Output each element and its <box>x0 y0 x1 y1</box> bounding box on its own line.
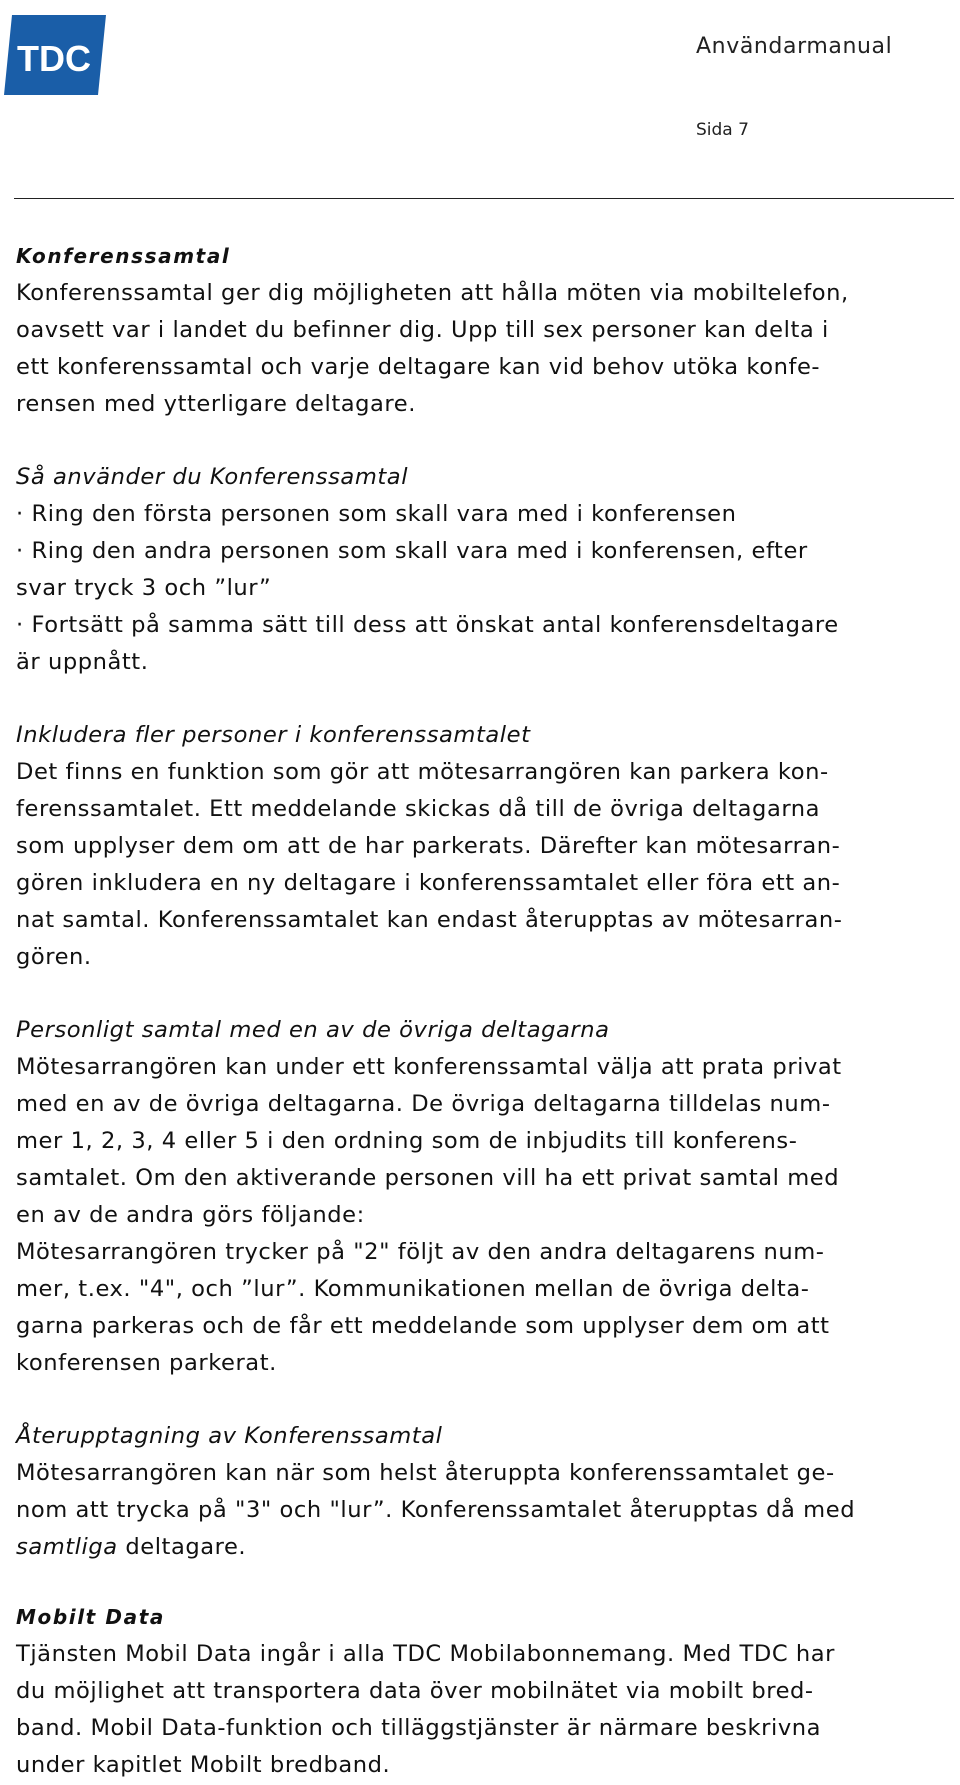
page-number: Sida 7 <box>696 120 749 140</box>
text-line: ett konferenssamtal och varje deltagare kan vid behov utöka konfe- <box>16 354 821 380</box>
text-line: är uppnått. <box>16 649 149 675</box>
header-divider <box>14 198 954 199</box>
text-line: gören. <box>16 944 92 970</box>
text-line: svar tryck 3 och ”lur” <box>16 575 272 601</box>
text-line: under kapitlet Mobilt bredband. <box>16 1752 391 1778</box>
text-line: med en av de övriga deltagarna. De övriga deltagarna tilldelas num- <box>16 1091 831 1117</box>
text-fragment: deltagare. <box>117 1534 247 1560</box>
section-heading: Personligt samtal med en av de övriga deltagarna <box>16 1017 610 1043</box>
list-item: · Ring den andra personen som skall vara med i konferensen, efter <box>16 538 808 564</box>
text-line: Det finns en funktion som gör att mötesarrangören kan parkera kon- <box>16 759 829 785</box>
text-line: oavsett var i landet du befinner dig. Upp till sex personer kan delta i <box>16 317 829 343</box>
logo-text: TDC <box>17 38 91 79</box>
text-line: en av de andra görs följande: <box>16 1202 365 1228</box>
text-line: du möjlighet att transportera data över mobilnätet via mobilt bred- <box>16 1678 814 1704</box>
text-line: Konferenssamtal ger dig möjligheten att hålla möten via mobiltelefon, <box>16 280 849 306</box>
text-line: nat samtal. Konferenssamtalet kan endast återupptas av mötesarran- <box>16 907 843 933</box>
emphasis-text: samtliga <box>16 1534 118 1560</box>
text-line: samtalet. Om den aktiverande personen vill ha ett privat samtal med <box>16 1165 840 1191</box>
text-line: Tjänsten Mobil Data ingår i alla TDC Mobilabonnemang. Med TDC har <box>16 1641 836 1667</box>
text-line: ferenssamtalet. Ett meddelande skickas då till de övriga deltagarna <box>16 796 821 822</box>
text-line: mer, t.ex. "4", och ”lur”. Kommunikationen mellan de övriga delta- <box>16 1276 810 1302</box>
list-item: · Fortsätt på samma sätt till dess att önskat antal konferensdeltagare <box>16 612 839 638</box>
text-line: band. Mobil Data-funktion och tilläggstjänster är närmare beskrivna <box>16 1715 822 1741</box>
text-line: rensen med ytterligare deltagare. <box>16 391 416 417</box>
section-heading: Så använder du Konferenssamtal <box>16 464 409 490</box>
text-line: Mötesarrangören trycker på "2" följt av den andra deltagarens num- <box>16 1239 825 1265</box>
section-heading: Mobilt Data <box>16 1605 165 1629</box>
section-heading: Inkludera fler personer i konferenssamtalet <box>16 722 531 748</box>
text-line: som upplyser dem om att de har parkerats. Därefter kan mötesarran- <box>16 833 841 859</box>
text-line: Mötesarrangören kan när som helst återuppta konferenssamtalet ge- <box>16 1460 835 1486</box>
document-body <box>16 238 950 1784</box>
text-line: Mötesarrangören kan under ett konferenssamtal välja att prata privat <box>16 1054 842 1080</box>
text-line: nom att trycka på "3" och "lur”. Konferenssamtalet återupptas då med <box>16 1497 856 1523</box>
document-title: Användarmanual <box>696 34 893 59</box>
text-line: konferensen parkerat. <box>16 1350 277 1376</box>
text-line <box>16 1529 950 1566</box>
section-heading: Återupptagning av Konferenssamtal <box>16 1423 443 1449</box>
text-line: gören inkludera en ny deltagare i konferenssamtalet eller föra ett an- <box>16 870 841 896</box>
tdc-logo <box>2 11 108 99</box>
text-line: garna parkeras och de får ett meddelande som upplyser dem om att <box>16 1313 830 1339</box>
text-line: mer 1, 2, 3, 4 eller 5 i den ordning som de inbjudits till konferens- <box>16 1128 798 1154</box>
list-item: · Ring den första personen som skall vara med i konferensen <box>16 501 737 527</box>
section-heading: Konferenssamtal <box>16 244 231 268</box>
